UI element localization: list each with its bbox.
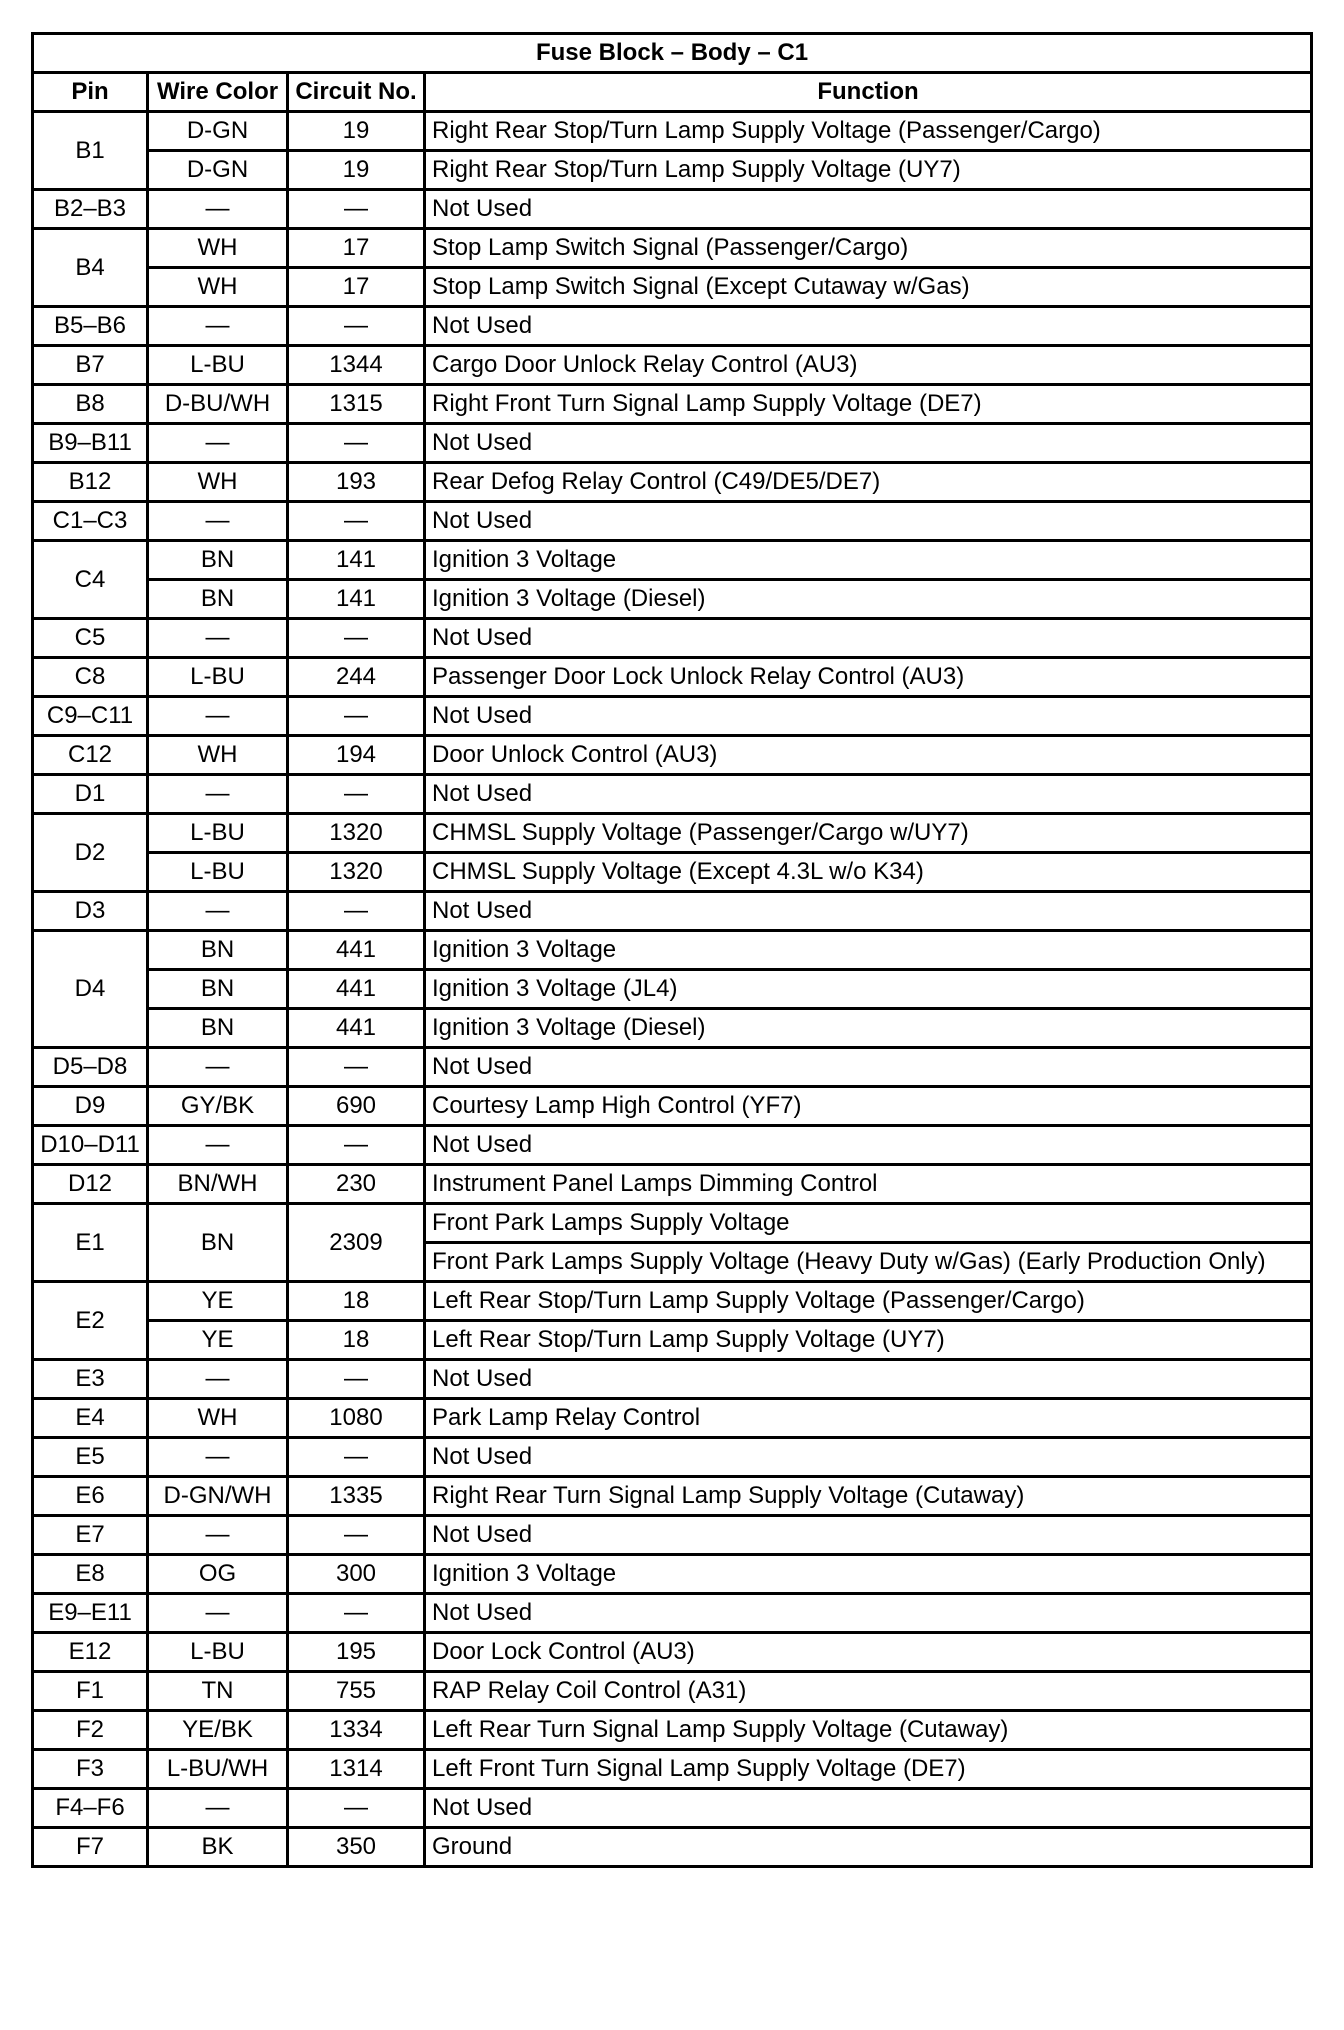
wire-color-cell: — (148, 190, 288, 229)
wire-color-cell: WH (148, 229, 288, 268)
table-row (33, 814, 1312, 853)
wire-color-cell: — (148, 1594, 288, 1633)
wire-color-cell: BN (148, 1204, 288, 1282)
circuit-no-cell: — (288, 1126, 425, 1165)
table-title: Fuse Block – Body – C1 (33, 34, 1312, 73)
wire-color-cell: YE/BK (148, 1711, 288, 1750)
pin-cell: F7 (33, 1828, 148, 1867)
table-body (33, 112, 1312, 1867)
table-row (33, 1126, 1312, 1165)
pin-cell: E12 (33, 1633, 148, 1672)
function-cell: CHMSL Supply Voltage (Except 4.3L w/o K34) (425, 853, 1312, 892)
function-cell: Ignition 3 Voltage (425, 931, 1312, 970)
function-cell: RAP Relay Coil Control (A31) (425, 1672, 1312, 1711)
wire-color-cell: — (148, 307, 288, 346)
circuit-no-cell: 300 (288, 1555, 425, 1594)
function-cell: Not Used (425, 892, 1312, 931)
wire-color-cell: — (148, 1360, 288, 1399)
function-cell: Not Used (425, 1789, 1312, 1828)
function-cell: Not Used (425, 697, 1312, 736)
wire-color-cell: BN (148, 1009, 288, 1048)
wire-color-cell: L-BU (148, 658, 288, 697)
wire-color-cell: BN (148, 931, 288, 970)
table-row (33, 1282, 1312, 1321)
circuit-no-cell: 141 (288, 541, 425, 580)
circuit-no-cell: 19 (288, 112, 425, 151)
pin-cell: E2 (33, 1282, 148, 1360)
table-row (33, 1750, 1312, 1789)
circuit-no-cell: 441 (288, 970, 425, 1009)
function-cell: Right Rear Turn Signal Lamp Supply Voltage (Cutaway) (425, 1477, 1312, 1516)
circuit-no-cell: 1334 (288, 1711, 425, 1750)
circuit-no-cell: 441 (288, 931, 425, 970)
wire-color-cell: OG (148, 1555, 288, 1594)
wire-color-cell: — (148, 775, 288, 814)
wire-color-cell: BN (148, 541, 288, 580)
wire-color-cell: — (148, 1048, 288, 1087)
table-row (33, 463, 1312, 502)
header-wire-color: Wire Color (148, 73, 288, 112)
function-cell: Left Front Turn Signal Lamp Supply Voltage (DE7) (425, 1750, 1312, 1789)
table-row (33, 1204, 1312, 1243)
pin-cell: B9–B11 (33, 424, 148, 463)
table-row (33, 424, 1312, 463)
circuit-no-cell: — (288, 424, 425, 463)
header-row (33, 73, 1312, 112)
function-cell: Ignition 3 Voltage (425, 1555, 1312, 1594)
pin-cell: E3 (33, 1360, 148, 1399)
pin-cell: F3 (33, 1750, 148, 1789)
title-row (33, 34, 1312, 73)
function-cell: Instrument Panel Lamps Dimming Control (425, 1165, 1312, 1204)
wire-color-cell: BN/WH (148, 1165, 288, 1204)
wire-color-cell: WH (148, 463, 288, 502)
wire-color-cell: — (148, 1516, 288, 1555)
function-cell: Left Rear Stop/Turn Lamp Supply Voltage (UY7) (425, 1321, 1312, 1360)
circuit-no-cell: 17 (288, 229, 425, 268)
function-cell: Not Used (425, 502, 1312, 541)
header-circuit-no: Circuit No. (288, 73, 425, 112)
circuit-no-cell: 1080 (288, 1399, 425, 1438)
table-row (33, 112, 1312, 151)
wire-color-cell: L-BU/WH (148, 1750, 288, 1789)
function-cell: Passenger Door Lock Unlock Relay Control (AU3) (425, 658, 1312, 697)
table-row (33, 1438, 1312, 1477)
table-row (33, 1711, 1312, 1750)
function-cell: Stop Lamp Switch Signal (Passenger/Cargo) (425, 229, 1312, 268)
table-row (33, 1789, 1312, 1828)
circuit-no-cell: 690 (288, 1087, 425, 1126)
header-pin: Pin (33, 73, 148, 112)
wire-color-cell: YE (148, 1282, 288, 1321)
table-row (33, 346, 1312, 385)
function-cell: CHMSL Supply Voltage (Passenger/Cargo w/UY7) (425, 814, 1312, 853)
function-cell: Not Used (425, 307, 1312, 346)
circuit-no-cell: — (288, 307, 425, 346)
pin-cell: D3 (33, 892, 148, 931)
table-row (33, 658, 1312, 697)
wire-color-cell: — (148, 1126, 288, 1165)
table-row (33, 697, 1312, 736)
wire-color-cell: YE (148, 1321, 288, 1360)
circuit-no-cell: 18 (288, 1282, 425, 1321)
pin-cell: C5 (33, 619, 148, 658)
fuse-block-sheet (31, 32, 1310, 1868)
table-row (33, 502, 1312, 541)
table-row (33, 1555, 1312, 1594)
function-cell: Cargo Door Unlock Relay Control (AU3) (425, 346, 1312, 385)
pin-cell: E6 (33, 1477, 148, 1516)
function-cell: Right Rear Stop/Turn Lamp Supply Voltage (Passenger/Cargo) (425, 112, 1312, 151)
table-row (33, 1828, 1312, 1867)
circuit-no-cell: 1344 (288, 346, 425, 385)
table-row (33, 1009, 1312, 1048)
pin-cell: C1–C3 (33, 502, 148, 541)
pin-cell: E7 (33, 1516, 148, 1555)
wire-color-cell: D-GN (148, 151, 288, 190)
pin-cell: B12 (33, 463, 148, 502)
function-cell: Not Used (425, 775, 1312, 814)
function-cell: Door Lock Control (AU3) (425, 1633, 1312, 1672)
pin-cell: B8 (33, 385, 148, 424)
circuit-no-cell: — (288, 502, 425, 541)
header-function: Function (425, 73, 1312, 112)
pin-cell: E1 (33, 1204, 148, 1282)
table-row (33, 541, 1312, 580)
circuit-no-cell: — (288, 1594, 425, 1633)
wire-color-cell: L-BU (148, 346, 288, 385)
table-row (33, 1399, 1312, 1438)
table-row (33, 268, 1312, 307)
pin-cell: F2 (33, 1711, 148, 1750)
circuit-no-cell: — (288, 1048, 425, 1087)
pin-cell: C4 (33, 541, 148, 619)
function-cell: Not Used (425, 1360, 1312, 1399)
function-cell: Not Used (425, 619, 1312, 658)
pin-cell: D9 (33, 1087, 148, 1126)
table-row (33, 1594, 1312, 1633)
function-cell: Ignition 3 Voltage (425, 541, 1312, 580)
function-cell: Left Rear Stop/Turn Lamp Supply Voltage (Passenger/Cargo) (425, 1282, 1312, 1321)
table-row (33, 1360, 1312, 1399)
table-row (33, 1321, 1312, 1360)
circuit-no-cell: — (288, 892, 425, 931)
function-cell: Front Park Lamps Supply Voltage (Heavy Duty w/Gas) (Early Production Only) (425, 1243, 1312, 1282)
function-cell: Ignition 3 Voltage (Diesel) (425, 1009, 1312, 1048)
wire-color-cell: BK (148, 1828, 288, 1867)
circuit-no-cell: 193 (288, 463, 425, 502)
pin-cell: F4–F6 (33, 1789, 148, 1828)
circuit-no-cell: 2309 (288, 1204, 425, 1282)
wire-color-cell: GY/BK (148, 1087, 288, 1126)
wire-color-cell: WH (148, 1399, 288, 1438)
wire-color-cell: — (148, 697, 288, 736)
circuit-no-cell: — (288, 1438, 425, 1477)
table-row (33, 1048, 1312, 1087)
table-row (33, 1633, 1312, 1672)
circuit-no-cell: 244 (288, 658, 425, 697)
wire-color-cell: L-BU (148, 1633, 288, 1672)
table-row (33, 580, 1312, 619)
pin-cell: D5–D8 (33, 1048, 148, 1087)
table-row (33, 970, 1312, 1009)
table-row (33, 736, 1312, 775)
pin-cell: E9–E11 (33, 1594, 148, 1633)
table-row (33, 190, 1312, 229)
pin-cell: C9–C11 (33, 697, 148, 736)
wire-color-cell: — (148, 1438, 288, 1477)
table-row (33, 931, 1312, 970)
circuit-no-cell: 230 (288, 1165, 425, 1204)
pin-cell: D1 (33, 775, 148, 814)
function-cell: Not Used (425, 1438, 1312, 1477)
table-row (33, 892, 1312, 931)
table-row (33, 229, 1312, 268)
circuit-no-cell: 350 (288, 1828, 425, 1867)
circuit-no-cell: 141 (288, 580, 425, 619)
function-cell: Left Rear Turn Signal Lamp Supply Voltage (Cutaway) (425, 1711, 1312, 1750)
table-row (33, 385, 1312, 424)
pin-cell: B7 (33, 346, 148, 385)
function-cell: Front Park Lamps Supply Voltage (425, 1204, 1312, 1243)
wire-color-cell: BN (148, 580, 288, 619)
table-row (33, 1672, 1312, 1711)
pin-cell: B5–B6 (33, 307, 148, 346)
function-cell: Not Used (425, 1126, 1312, 1165)
function-cell: Courtesy Lamp High Control (YF7) (425, 1087, 1312, 1126)
function-cell: Not Used (425, 424, 1312, 463)
wire-color-cell: D-GN (148, 112, 288, 151)
function-cell: Ground (425, 1828, 1312, 1867)
wire-color-cell: — (148, 892, 288, 931)
pin-cell: D4 (33, 931, 148, 1048)
circuit-no-cell: — (288, 775, 425, 814)
wire-color-cell: — (148, 1789, 288, 1828)
table-row (33, 151, 1312, 190)
table-row (33, 1165, 1312, 1204)
circuit-no-cell: — (288, 697, 425, 736)
function-cell: Not Used (425, 1048, 1312, 1087)
table-row (33, 853, 1312, 892)
circuit-no-cell: 17 (288, 268, 425, 307)
wire-color-cell: BN (148, 970, 288, 1009)
wire-color-cell: — (148, 502, 288, 541)
table-row (33, 1087, 1312, 1126)
function-cell: Stop Lamp Switch Signal (Except Cutaway w/Gas) (425, 268, 1312, 307)
function-cell: Right Rear Stop/Turn Lamp Supply Voltage (UY7) (425, 151, 1312, 190)
function-cell: Not Used (425, 190, 1312, 229)
circuit-no-cell: 755 (288, 1672, 425, 1711)
circuit-no-cell: — (288, 1516, 425, 1555)
pin-cell: D10–D11 (33, 1126, 148, 1165)
wire-color-cell: D-BU/WH (148, 385, 288, 424)
circuit-no-cell: 1320 (288, 814, 425, 853)
table-row (33, 307, 1312, 346)
wire-color-cell: D-GN/WH (148, 1477, 288, 1516)
function-cell: Rear Defog Relay Control (C49/DE5/DE7) (425, 463, 1312, 502)
circuit-no-cell: 1320 (288, 853, 425, 892)
wire-color-cell: — (148, 619, 288, 658)
wire-color-cell: WH (148, 736, 288, 775)
function-cell: Right Front Turn Signal Lamp Supply Voltage (DE7) (425, 385, 1312, 424)
wire-color-cell: WH (148, 268, 288, 307)
circuit-no-cell: — (288, 1789, 425, 1828)
pin-cell: E8 (33, 1555, 148, 1594)
function-cell: Ignition 3 Voltage (Diesel) (425, 580, 1312, 619)
function-cell: Door Unlock Control (AU3) (425, 736, 1312, 775)
pin-cell: C8 (33, 658, 148, 697)
circuit-no-cell: — (288, 190, 425, 229)
function-cell: Not Used (425, 1594, 1312, 1633)
table-row (33, 1516, 1312, 1555)
pin-cell: B1 (33, 112, 148, 190)
circuit-no-cell: — (288, 1360, 425, 1399)
pin-cell: D12 (33, 1165, 148, 1204)
wire-color-cell: TN (148, 1672, 288, 1711)
table-row (33, 619, 1312, 658)
function-cell: Not Used (425, 1516, 1312, 1555)
wire-color-cell: L-BU (148, 814, 288, 853)
circuit-no-cell: 441 (288, 1009, 425, 1048)
table-row (33, 1477, 1312, 1516)
pin-cell: C12 (33, 736, 148, 775)
circuit-no-cell: 1314 (288, 1750, 425, 1789)
pin-cell: E4 (33, 1399, 148, 1438)
pin-cell: D2 (33, 814, 148, 892)
circuit-no-cell: — (288, 619, 425, 658)
fuse-block-table (31, 32, 1313, 1868)
pin-cell: F1 (33, 1672, 148, 1711)
function-cell: Ignition 3 Voltage (JL4) (425, 970, 1312, 1009)
pin-cell: B4 (33, 229, 148, 307)
circuit-no-cell: 18 (288, 1321, 425, 1360)
pin-cell: B2–B3 (33, 190, 148, 229)
wire-color-cell: — (148, 424, 288, 463)
function-cell: Park Lamp Relay Control (425, 1399, 1312, 1438)
table-row (33, 775, 1312, 814)
pin-cell: E5 (33, 1438, 148, 1477)
circuit-no-cell: 194 (288, 736, 425, 775)
wire-color-cell: L-BU (148, 853, 288, 892)
circuit-no-cell: 1315 (288, 385, 425, 424)
circuit-no-cell: 1335 (288, 1477, 425, 1516)
circuit-no-cell: 195 (288, 1633, 425, 1672)
circuit-no-cell: 19 (288, 151, 425, 190)
